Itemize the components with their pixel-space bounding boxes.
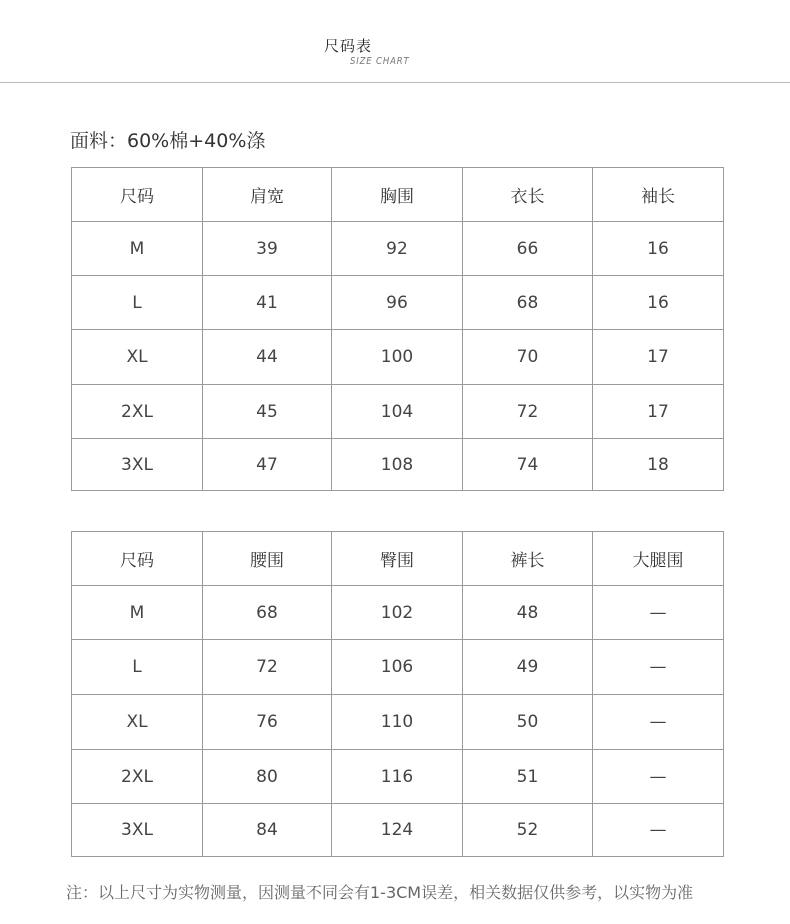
table-cell: —	[593, 640, 724, 695]
table-cell: XL	[72, 330, 203, 385]
header-divider	[0, 82, 790, 83]
table-cell: 17	[593, 330, 724, 385]
header-cell: 胸围	[332, 168, 463, 222]
header-cell: 裤长	[463, 532, 593, 586]
table-cell: 17	[593, 385, 724, 439]
table-cell: 48	[463, 586, 593, 640]
table-cell: XL	[72, 695, 203, 750]
table-cell: 84	[203, 804, 332, 857]
table-cell: 52	[463, 804, 593, 857]
table-row	[72, 695, 724, 750]
table-cell: L	[72, 276, 203, 330]
table-cell: —	[593, 586, 724, 640]
top-size-table	[71, 167, 724, 491]
header-cell: 腰围	[203, 532, 332, 586]
measurement-note: 注：以上尺寸为实物测量，因测量不同会有1-3CM误差，相关数据仅供参考，以实物为准	[66, 883, 694, 902]
table-row	[72, 640, 724, 695]
header-cell: 臀围	[332, 532, 463, 586]
table-cell: 3XL	[72, 804, 203, 857]
table-cell: 70	[463, 330, 593, 385]
table-row	[72, 222, 724, 276]
page-title: 尺码表	[324, 37, 373, 55]
table-cell: —	[593, 750, 724, 804]
table-cell: 41	[203, 276, 332, 330]
table-cell: 68	[203, 586, 332, 640]
header-cell: 大腿围	[593, 532, 724, 586]
table-cell: L	[72, 640, 203, 695]
table-cell: 3XL	[72, 439, 203, 491]
table-cell: 72	[463, 385, 593, 439]
table-cell: 39	[203, 222, 332, 276]
header-cell: 尺码	[72, 532, 203, 586]
table-header-row	[72, 532, 724, 586]
table-cell: —	[593, 804, 724, 857]
header-cell: 袖长	[593, 168, 724, 222]
table-cell: 100	[332, 330, 463, 385]
table-cell: 50	[463, 695, 593, 750]
table-cell: 116	[332, 750, 463, 804]
table-cell: 49	[463, 640, 593, 695]
table-row	[72, 750, 724, 804]
table-cell: 47	[203, 439, 332, 491]
table-cell: 104	[332, 385, 463, 439]
table-cell: 51	[463, 750, 593, 804]
table-cell: M	[72, 222, 203, 276]
page-header	[0, 0, 790, 83]
table-cell: 68	[463, 276, 593, 330]
fabric-composition: 面料：60%棉+40%涤	[70, 130, 266, 152]
table-cell: —	[593, 695, 724, 750]
table-row	[72, 439, 724, 491]
table-row	[72, 804, 724, 857]
table-cell: 124	[332, 804, 463, 857]
table-cell: 80	[203, 750, 332, 804]
table-header-row	[72, 168, 724, 222]
page-subtitle: SIZE CHART	[350, 56, 410, 67]
table-cell: 66	[463, 222, 593, 276]
table-cell: 76	[203, 695, 332, 750]
table-row	[72, 330, 724, 385]
header-cell: 肩宽	[203, 168, 332, 222]
table-cell: 74	[463, 439, 593, 491]
table-row	[72, 586, 724, 640]
table-cell: 45	[203, 385, 332, 439]
table-cell: 18	[593, 439, 724, 491]
table-cell: M	[72, 586, 203, 640]
table-cell: 72	[203, 640, 332, 695]
table-cell: 44	[203, 330, 332, 385]
table-cell: 102	[332, 586, 463, 640]
table-cell: 106	[332, 640, 463, 695]
table-cell: 108	[332, 439, 463, 491]
table-cell: 16	[593, 276, 724, 330]
table-cell: 2XL	[72, 750, 203, 804]
table-cell: 92	[332, 222, 463, 276]
table-cell: 96	[332, 276, 463, 330]
header-cell: 衣长	[463, 168, 593, 222]
table-cell: 2XL	[72, 385, 203, 439]
bottom-size-table	[71, 531, 724, 857]
table-cell: 110	[332, 695, 463, 750]
header-cell: 尺码	[72, 168, 203, 222]
table-row	[72, 385, 724, 439]
table-cell: 16	[593, 222, 724, 276]
table-row	[72, 276, 724, 330]
